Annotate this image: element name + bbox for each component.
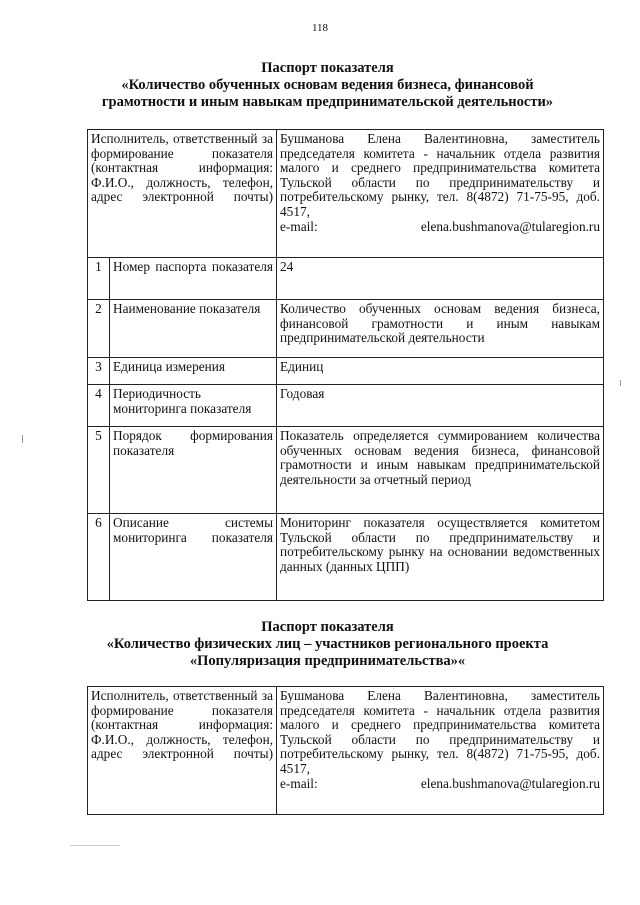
scan-mark <box>22 435 23 443</box>
executor-label: Исполнитель, ответственный за формирование показателя (контактная информация: Ф.И.О., должность, телефон, адрес электронной почты) <box>88 130 277 258</box>
table-row <box>88 385 604 427</box>
row-number: 2 <box>88 300 110 358</box>
executor-value <box>277 687 604 815</box>
table-row <box>88 300 604 358</box>
row-number: 4 <box>88 385 110 427</box>
row-value: Мониторинг показателя осуществляется комитетом Тульской области по предпринимательству и потребительскому рынку на основании ведомственных данных (данных ЦПП) <box>277 514 604 601</box>
row-label: Описание системы мониторинга показателя <box>110 514 277 601</box>
row-label: Единица измерения <box>110 358 277 385</box>
passport2-heading <box>40 619 615 670</box>
passport2-subtitle-line2: «Популяризация предпринимательства»« <box>189 653 466 669</box>
row-number: 6 <box>88 514 110 601</box>
passport2-title: Паспорт показателя <box>261 619 394 635</box>
row-value: Показатель определяется суммированием количества обученных основам ведения бизнеса, финансовой грамотности и иным навыкам предпринимательской деятельности за отчетный период <box>277 427 604 514</box>
row-value: Годовая <box>277 385 604 427</box>
executor-email: e-mail: elena.bushmanova@tularegion.ru <box>280 775 600 791</box>
passport1-subtitle-line1: «Количество обученных основам ведения бизнеса, финансовой <box>121 77 534 93</box>
passport1-subtitle-line2: грамотности и иным навыкам предпринимательской деятельности» <box>101 94 554 110</box>
passport1-title: Паспорт показателя <box>261 60 394 76</box>
passport2-subtitle-line1: «Количество физических лиц – участников регионального проекта <box>106 636 549 652</box>
row-label: Порядок формирования показателя <box>110 427 277 514</box>
row-number: 1 <box>88 258 110 300</box>
row-value: Количество обученных основам ведения бизнеса, финансовой грамотности и иным навыкам предпринимательской деятельности <box>277 300 604 358</box>
passport1-table <box>87 129 604 601</box>
executor-email: e-mail: elena.bushmanova@tularegion.ru <box>280 218 600 234</box>
executor-row <box>88 687 604 815</box>
row-number: 5 <box>88 427 110 514</box>
page-number: 118 <box>311 22 329 34</box>
passport2-table <box>87 686 604 815</box>
scan-mark <box>620 380 621 386</box>
executor-row <box>88 130 604 258</box>
executor-details: Бушманова Елена Валентиновна, заместитель председателя комитета - начальник отдела развития малого и среднего предпринимательства комитета Тульской области по предпринимательству и потребительскому рынку, тел. 8(4872) 71-75-95, доб. 4517, <box>280 131 600 219</box>
table-row <box>88 358 604 385</box>
row-label: Периодичность мониторинга показателя <box>110 385 277 427</box>
executor-value <box>277 130 604 258</box>
scan-mark <box>70 845 120 846</box>
table-row <box>88 427 604 514</box>
table-row <box>88 258 604 300</box>
executor-details: Бушманова Елена Валентиновна, заместитель председателя комитета - начальник отдела развития малого и среднего предпринимательства комитета Тульской области по предпринимательству и потребительскому рынку, тел. 8(4872) 71-75-95, доб. 4517, <box>280 688 600 776</box>
passport1-heading <box>40 60 615 111</box>
row-value: Единиц <box>277 358 604 385</box>
row-number: 3 <box>88 358 110 385</box>
executor-label: Исполнитель, ответственный за формирование показателя (контактная информация: Ф.И.О., должность, телефон, адрес электронной почты) <box>88 687 277 815</box>
row-value: 24 <box>277 258 604 300</box>
row-label: Наименование показателя <box>110 300 277 358</box>
table-row <box>88 514 604 601</box>
row-label: Номер паспорта показателя <box>110 258 277 300</box>
